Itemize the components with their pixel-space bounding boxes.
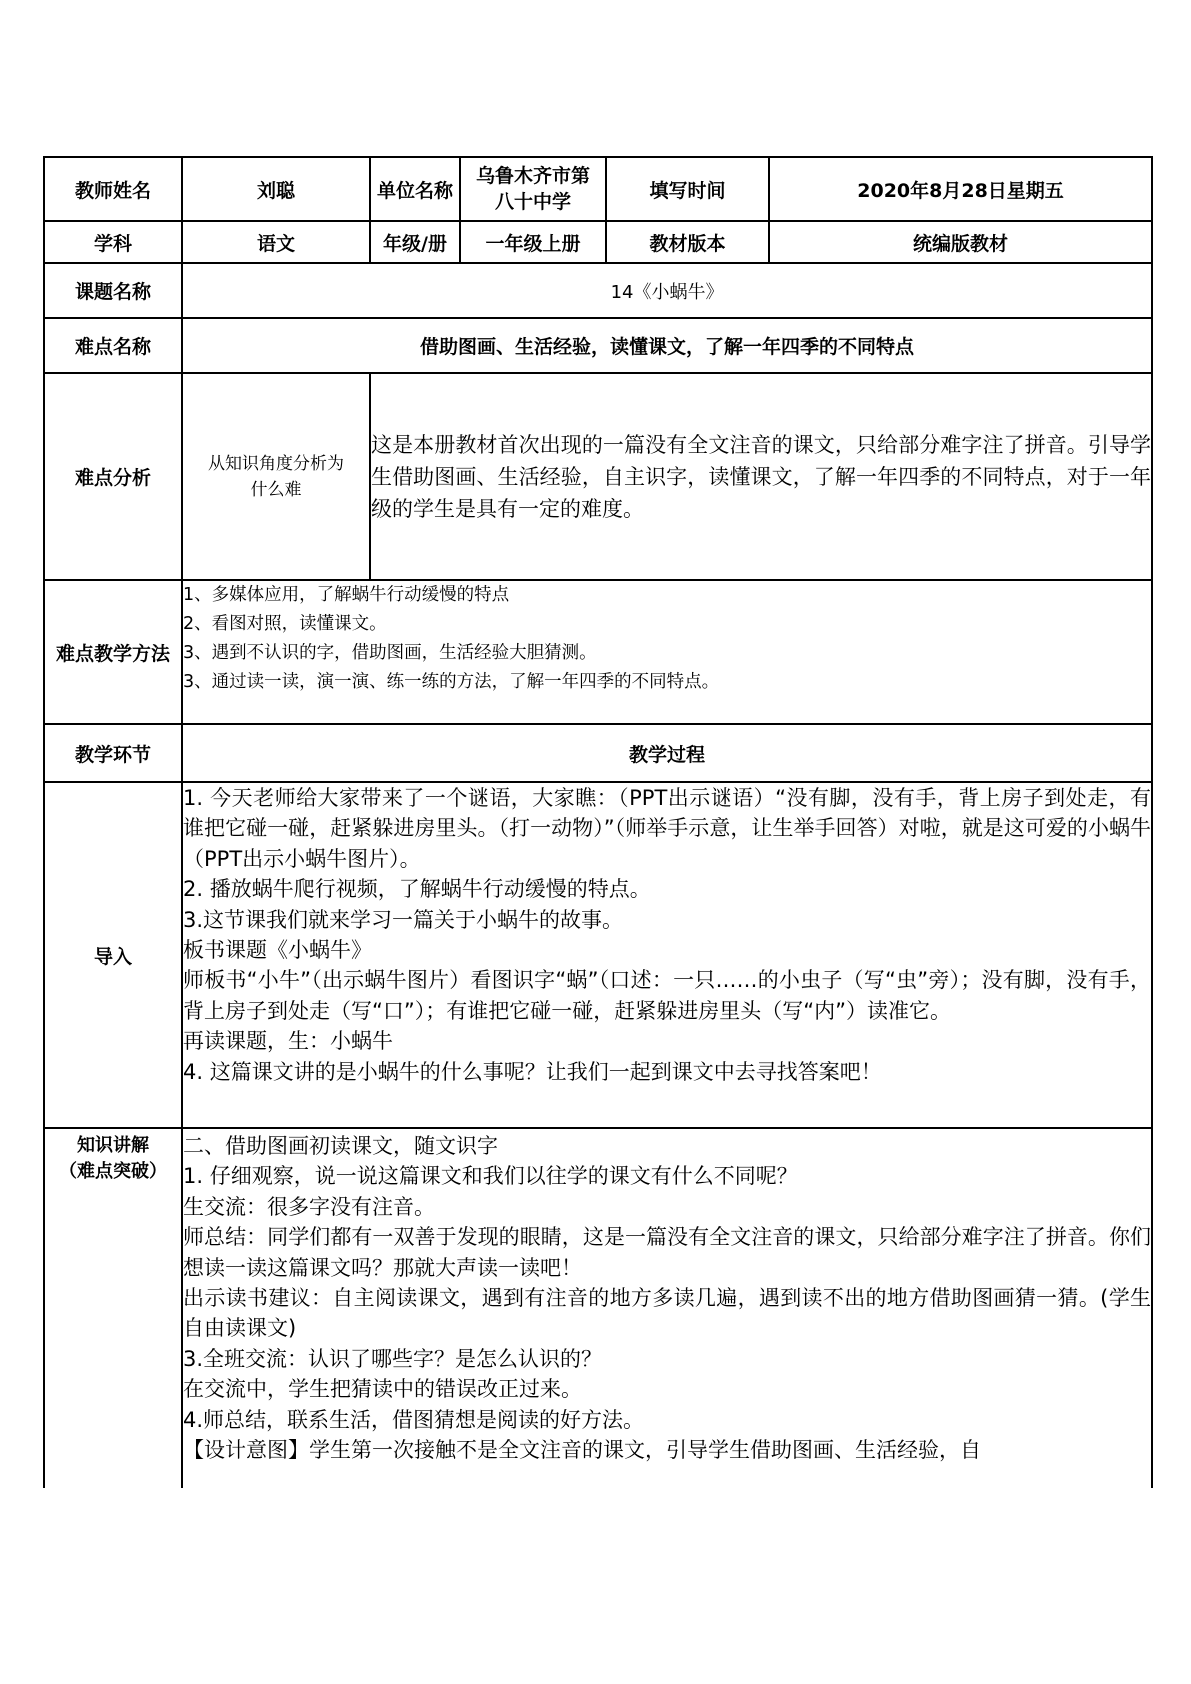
edition-label: 教材版本 xyxy=(606,221,769,263)
intro-content xyxy=(182,782,1152,1128)
knowledge-line: 在交流中，学生把猜读中的错误改正过来。 xyxy=(183,1377,582,1402)
grade-value: 一年级上册 xyxy=(460,221,606,263)
intro-line: 2. 播放蜗牛爬行视频，了解蜗牛行动缓慢的特点。 xyxy=(183,877,651,902)
methods-item: 3、遇到不认识的字，借助图画，生活经验大胆猜测。 xyxy=(183,643,597,663)
topic-row xyxy=(44,263,1152,318)
analysis-sub-line1: 从知识角度分析为 xyxy=(208,453,344,474)
methods-item: 1、多媒体应用，了解蜗牛行动缓慢的特点 xyxy=(183,585,510,605)
fill-date-label: 填写时间 xyxy=(606,157,769,221)
edition-value: 统编版教材 xyxy=(769,221,1152,263)
knowledge-content xyxy=(182,1128,1152,1488)
intro-line: 4. 这篇课文讲的是小蜗牛的什么事呢？让我们一起到课文中去寻找答案吧！ xyxy=(183,1059,882,1084)
methods-item: 3、通过读一读，演一演、练一练的方法，了解一年四季的不同特点。 xyxy=(183,672,720,692)
topic-value: 14《小蜗牛》 xyxy=(182,263,1152,318)
fill-date-value: 2020年8月28日星期五 xyxy=(769,157,1152,221)
intro-line: 3.这节课我们就来学习一篇关于小蜗牛的故事。 xyxy=(183,907,624,932)
methods-label: 难点教学方法 xyxy=(44,580,182,724)
knowledge-line: 二、借助图画初读课文，随文识字 xyxy=(183,1134,498,1158)
methods-item: 2、看图对照，读懂课文。 xyxy=(183,614,387,634)
knowledge-line: 1. 仔细观察，说一说这篇课文和我们以往学的课文有什么不同呢？ xyxy=(183,1164,798,1189)
process-header-label: 教学过程 xyxy=(182,724,1152,782)
knowledge-line: 【设计意图】学生第一次接触不是全文注音的课文，引导学生借助图画、生活经验，自 xyxy=(183,1438,981,1463)
analysis-sub-line2: 什么难 xyxy=(250,479,302,500)
knowledge-line: 生交流：很多字没有注音。 xyxy=(183,1194,435,1219)
analysis-text: 这是本册教材首次出现的一篇没有全文注音的课文，只给部分难字注了拼音。引导学生借助图画、生活经验，自主识字，读懂课文，了解一年四季的不同特点，对于一年级的学生是具有一定的难度。 xyxy=(370,373,1152,580)
unit-name-label: 单位名称 xyxy=(370,157,460,221)
intro-line: 师板书“小牛”（出示蜗牛图片）看图识字“蜗”（口述：一只……的小虫子（写“虫”旁）；没有脚，没有手，背上房子到处走（写“口”）；有谁把它碰一碰，赶紧躲进房里头（写“内”）读准它。 xyxy=(183,968,1152,1023)
methods-row xyxy=(44,580,1152,724)
subject-label: 学科 xyxy=(44,221,182,263)
analysis-label: 难点分析 xyxy=(44,373,182,580)
grade-label: 年级/册 xyxy=(370,221,460,263)
intro-line: 再读课题，生：小蜗牛 xyxy=(183,1029,393,1054)
knowledge-label xyxy=(44,1128,182,1488)
knowledge-line: 出示读书建议：自主阅读课文，遇到有注音的地方多读几遍，遇到读不出的地方借助图画猜一猜。(学生自由读课文) xyxy=(183,1286,1152,1341)
knowledge-label-line2: （难点突破） xyxy=(59,1161,167,1182)
subject-value: 语文 xyxy=(182,221,370,263)
unit-name-value xyxy=(460,157,606,221)
difficulty-value: 借助图画、生活经验，读懂课文，了解一年四季的不同特点 xyxy=(182,318,1152,373)
knowledge-label-line1: 知识讲解 xyxy=(77,1135,149,1156)
methods-list xyxy=(182,580,1152,724)
unit-name-line1: 乌鲁木齐市第 xyxy=(476,165,591,187)
knowledge-row xyxy=(44,1128,1152,1488)
difficulty-label: 难点名称 xyxy=(44,318,182,373)
header-row-1 xyxy=(44,157,1152,221)
analysis-sub-label xyxy=(182,373,370,580)
knowledge-line: 4.师总结，联系生活，借图猜想是阅读的好方法。 xyxy=(183,1407,645,1432)
knowledge-line: 3.全班交流：认识了哪些字？是怎么认识的？ xyxy=(183,1346,603,1371)
intro-row xyxy=(44,782,1152,1128)
process-header-row xyxy=(44,724,1152,782)
header-row-2 xyxy=(44,221,1152,263)
topic-label: 课题名称 xyxy=(44,263,182,318)
stage-header-label: 教学环节 xyxy=(44,724,182,782)
intro-label: 导入 xyxy=(44,782,182,1128)
intro-line: 板书课题《小蜗牛》 xyxy=(183,938,372,963)
difficulty-row xyxy=(44,318,1152,373)
lesson-plan-table xyxy=(43,156,1153,1488)
knowledge-line: 师总结：同学们都有一双善于发现的眼睛，这是一篇没有全文注音的课文，只给部分难字注了拼音。你们想读一读这篇课文吗？那就大声读一读吧！ xyxy=(183,1225,1152,1280)
analysis-row xyxy=(44,373,1152,580)
unit-name-line2: 八十中学 xyxy=(495,191,572,213)
intro-line: 1. 今天老师给大家带来了一个谜语，大家瞧：（PPT出示谜语）“没有脚，没有手，背上房子到处走，有谁把它碰一碰，赶紧躲进房里头。（打一动物）”（师举手示意，让生举手回答）对啦，就是这可爱的小蜗牛（PPT出示小蜗牛图片）。 xyxy=(183,786,1152,871)
teacher-name-label: 教师姓名 xyxy=(44,157,182,221)
teacher-name-value: 刘聪 xyxy=(182,157,370,221)
